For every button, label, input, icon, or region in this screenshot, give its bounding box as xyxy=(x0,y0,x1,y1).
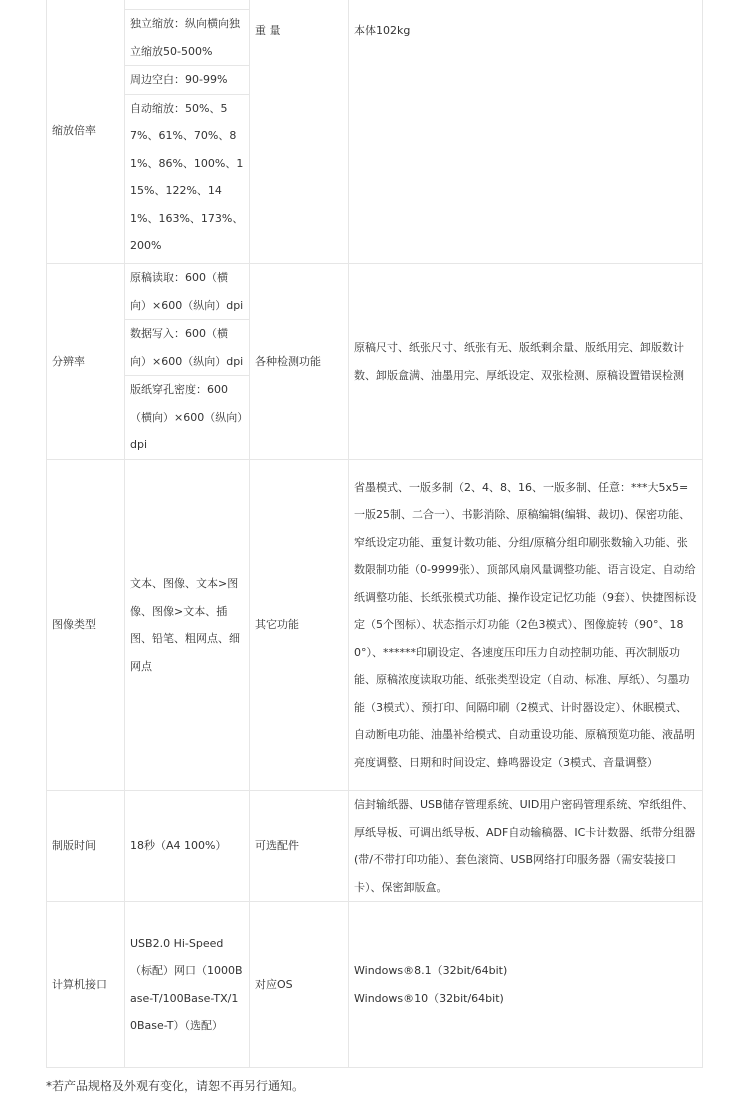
spec-label-detection: 各种检测功能 xyxy=(250,264,349,460)
spec-value-options: 信封输纸器、USB储存管理系统、UID用户密码管理系统、窄纸组件、厚纸导板、可调出纸导板、ADF自动输稿器、IC卡计数器、纸带分组器(带/不带打印功能）、套色滚筒、USB网络打印服务器（需安装接口卡）、保密卸版盒。 xyxy=(349,791,703,902)
spec-sub-interface: USB2.0 Hi-Speed（标配）网口（1000Base-T/100Base-TX/10Base-T）（选配） xyxy=(125,902,250,1068)
spec-sub-resolution-2: 数据写入：600（横向）×600（纵向）dpi xyxy=(130,327,244,368)
spec-sub-image-type: 文本、图像、文本>图像、图像>文本、插图、铅笔、粗网点、细网点 xyxy=(125,460,250,791)
spec-sub-resolution xyxy=(125,264,250,460)
spec-value-detection: 原稿尺寸、纸张尺寸、纸张有无、版纸剩余量、版纸用完、卸版数计数、卸版盒满、油墨用完、厚纸设定、双张检测、原稿设置错误检测 xyxy=(349,264,703,460)
spec-label-zoom: 缩放倍率 xyxy=(47,0,125,264)
spec-table xyxy=(46,0,703,1068)
spec-label-options: 可选配件 xyxy=(250,791,349,902)
spec-row-image-type xyxy=(47,460,703,791)
spec-sub-platemaking-time: 18秒（A4 100%） xyxy=(125,791,250,902)
spec-sub-zoom xyxy=(125,0,250,264)
spec-sub-resolution-1: 原稿读取：600（横向）×600（纵向）dpi xyxy=(130,271,244,312)
spec-row-platemaking-time xyxy=(47,791,703,902)
spec-row-resolution xyxy=(47,264,703,460)
spec-sub-zoom-1: 独立缩放：纵向横向独立缩放50-500% xyxy=(130,17,240,58)
spec-label-platemaking-time: 制版时间 xyxy=(47,791,125,902)
spec-row-zoom xyxy=(47,0,703,264)
spec-value-os-2: Windows®10（32bit/64bit) xyxy=(354,991,504,1005)
spec-sub-resolution-3: 版纸穿孔密度：600（横向）×600（纵向）dpi xyxy=(130,383,243,452)
spec-row-interface xyxy=(47,902,703,1068)
spec-sub-zoom-2: 周边空白：90-99% xyxy=(130,73,228,86)
spec-label-os: 对应OS xyxy=(250,902,349,1068)
spec-sub-zoom-3: 自动缩放：50%、57%、61%、70%、81%、86%、100%、115%、122%、141%、163%、173%、200% xyxy=(130,101,244,252)
spec-value-os xyxy=(349,902,703,1068)
spec-value-os-1: Windows®8.1（32bit/64bit) xyxy=(354,964,508,977)
spec-value-weight: 本体102kg xyxy=(349,0,703,264)
spec-label-resolution: 分辨率 xyxy=(47,264,125,460)
spec-label-weight: 重 量 xyxy=(250,0,349,264)
spec-label-other: 其它功能 xyxy=(250,460,349,791)
spec-value-other: 省墨模式、一版多制（2、4、8、16、一版多制、任意：***大5x5=一版25制、二合一）、书影消除、原稿编辑(编辑、裁切)、保密功能、窄纸设定功能、重复计数功能、分组/原稿分组印刷张数输入功能、张数限制功能（0-9999张）、顶部风扇风量调整功能、语言设定、自动给纸调整功能、长纸张模式功能、操作设定记忆功能（9套）、快捷图标设定（5个图标）、状态指示灯功能（2色3模式）、图像旋转（90°、180°）、******印刷设定、各速度压印压力自动控制功能、再次制版功能、原稿浓度读取功能、纸张类型设定（自动、标准、厚纸）、匀墨功能（3模式）、预打印、间隔印刷（2模式、计时器设定）、休眠模式、自动断电功能、油墨补给模式、自动重设功能、原稿预览功能、液晶明亮度调整、日期和时间设定、蜂鸣器设定（3模式、音量调整） xyxy=(349,460,703,791)
spec-label-image-type: 图像类型 xyxy=(47,460,125,791)
footnote: *若产品规格及外观有变化，请恕不再另行通知。 xyxy=(46,1079,305,1093)
spec-label-interface: 计算机接口 xyxy=(47,902,125,1068)
